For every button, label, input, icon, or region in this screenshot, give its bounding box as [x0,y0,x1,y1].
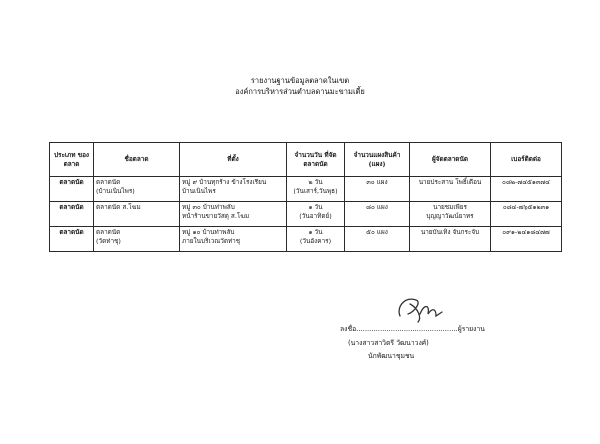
cell-name [94,202,180,227]
cell-name-line: (บ้านเนินไพร) [96,187,135,195]
header-type: ประเภท ของตลาด [50,143,94,177]
cell-name-line: ตลาดนัด ส.โฆม [96,203,141,211]
cell-days [287,177,345,202]
report-subtitle: องค์การบริหารส่วนตำบลดานมะขามเตี้ย [235,87,365,96]
cell-organizer-line: บุญญาวัฒน์ยาทร [426,212,474,220]
header-name: ชื่อตลาด [94,143,180,177]
table-header-row [50,143,562,177]
cell-organizer-line: นายชมเพียร [433,203,467,211]
cell-name [94,177,180,202]
cell-days-line: (วันอังคาร) [299,237,332,245]
table-row [50,202,562,227]
cell-days [287,202,345,227]
cell-stalls: ๘๐ แผง [345,202,410,227]
cell-phone: ๐๘๒-๗๔๕๑๓๗๔ [491,177,562,202]
cell-organizer [410,227,491,252]
cell-location [180,177,287,202]
cell-location-line: หมู่ ๓๐ บ้านท่าพลับ [182,203,235,211]
cell-phone: ๐๙๑-๒๔๑๘๔๗๗ [491,227,562,252]
cell-name-line: (วัดท่าชุ) [96,237,121,245]
cell-days [287,227,345,252]
header-stalls: จำนวนแผงสินค้า (แผง) [345,143,410,177]
cell-location-line: ภายในบริเวณวัดท่าชุ [182,237,241,245]
cell-days-line: (วันอาทิตย์) [299,212,332,220]
cell-organizer-line: นายบันเทิง จันกระจับ [420,228,480,236]
cell-location-line: บ้านเนินไพร [182,187,216,195]
market-table [49,142,562,252]
table-row [50,177,562,202]
report-title: รายงานฐานข้อมูลตลาดในเขต [250,76,350,85]
signer-name: (นางสาวสาวิตรี วัฒนาวงศ์) [348,339,429,347]
cell-days-line: (วันเสาร์,วันพุธ) [293,187,338,195]
cell-type: ตลาดนัด [50,177,94,202]
cell-location-line: หมู่ ๙ บ้านทุกร้าง ข้างโรงเรียน [182,178,267,186]
header-days: จำนวนวัน ที่จัดตลาดนัด [287,143,345,177]
header-organizer: ผู้จัดตลาดนัด [410,143,491,177]
cell-location-line: หน้าร้านขายวัสดุ ส.โฆม [182,212,250,220]
cell-location [180,227,287,252]
cell-type: ตลาดนัด [50,227,94,252]
handwritten-signature [392,292,452,328]
sign-line: ลงชื่อ...............................................ผู้รายงาน [340,325,485,333]
cell-name [94,227,180,252]
cell-organizer [410,202,491,227]
cell-days-line: ๑ วัน [308,228,323,236]
cell-location-line: หมู่ ๑๐ บ้านท่าพลับ [182,228,235,236]
cell-organizer-line: นายประสาน โพธิ์เดือน [418,178,482,186]
table-row [50,227,562,252]
cell-name-line: ตลาดนัด [96,228,121,236]
header-location: ที่ตั้ง [180,143,287,177]
cell-stalls: ๕๐ แผง [345,227,410,252]
cell-location [180,202,287,227]
cell-type: ตลาดนัด [50,202,94,227]
cell-phone: ๐๘๔-๗๖๕๑๒๓๑ [491,202,562,227]
header-phone: เบอร์ติดต่อ [491,143,562,177]
signer-position: นักพัฒนาชุมชน [368,352,415,360]
cell-stalls: ๓๐ แผง [345,177,410,202]
cell-days-line: ๑ วัน [308,203,323,211]
cell-days-line: ๒ วัน [308,178,323,186]
cell-organizer [410,177,491,202]
cell-name-line: ตลาดนัด [96,178,121,186]
